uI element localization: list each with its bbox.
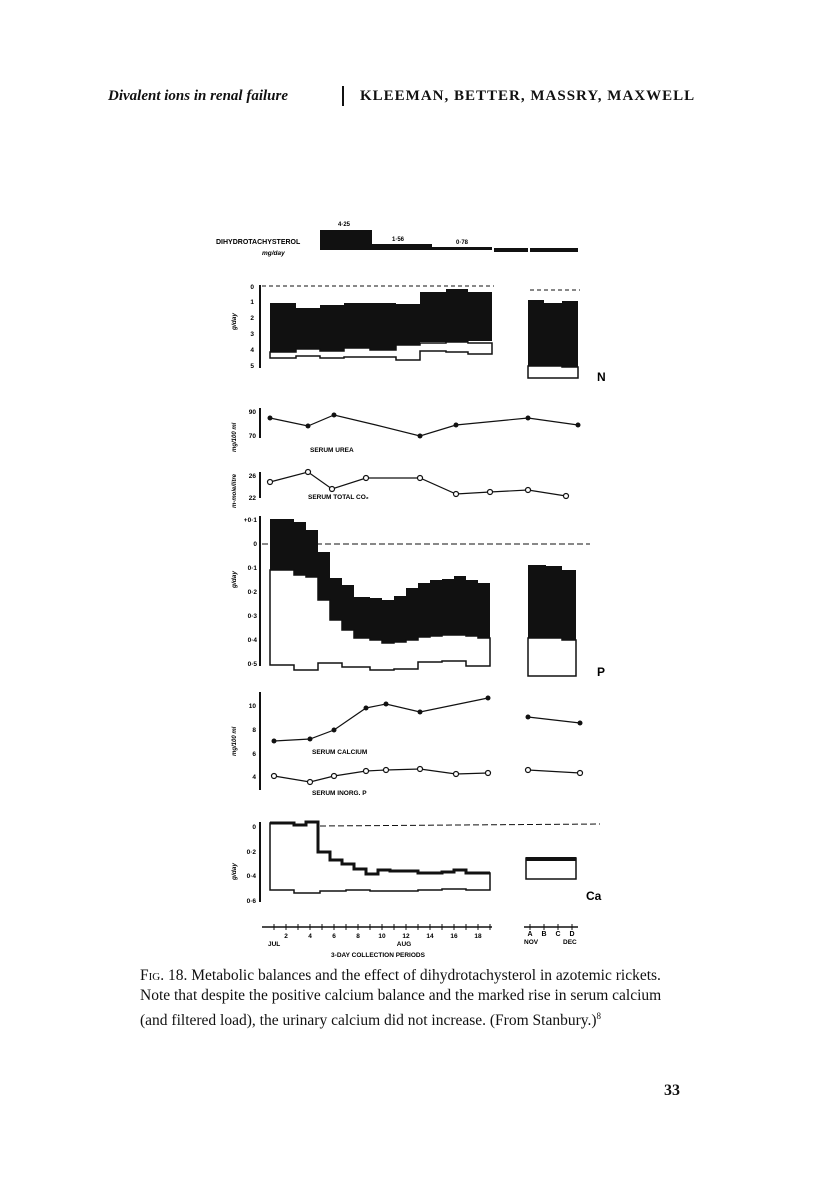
serum-inorg-p-label: SERUM INORG. P <box>312 790 367 797</box>
urea-tick-70: 70 <box>248 433 256 440</box>
n-late-white <box>528 366 578 378</box>
x-tick-8: 8 <box>356 933 360 940</box>
p-tick-02: 0·2 <box>247 589 257 596</box>
calcium-balance-panel <box>231 822 602 905</box>
serum-calcium-point <box>308 737 313 742</box>
dht-dose-label-2: 1·56 <box>392 237 405 243</box>
co2-point <box>564 494 569 499</box>
co2-point <box>330 487 335 492</box>
serum-inorg-p-point <box>454 772 459 777</box>
urea-point <box>526 416 531 421</box>
p-letter: P <box>597 665 606 679</box>
serum-calcium-point <box>486 696 491 701</box>
co2-tick-26: 26 <box>248 473 256 480</box>
n-tick-1: 1 <box>250 299 254 306</box>
n-late-black <box>528 300 578 367</box>
x-tick-c: C <box>555 931 561 938</box>
urea-point <box>576 423 581 428</box>
p-tick-04: 0·4 <box>247 637 257 644</box>
urea-tick-90: 90 <box>248 409 256 416</box>
ca-serum-tick-6: 6 <box>252 751 256 758</box>
co2-ylabel: m-mole/litre <box>232 473 238 508</box>
serum-calcium-phosphate-panel <box>232 692 583 797</box>
dht-dose-dash <box>494 248 528 252</box>
serum-calcium-line <box>274 698 488 741</box>
urea-point <box>454 423 459 428</box>
n-letter: N <box>597 370 606 384</box>
x-axis-label: 3-DAY COLLECTION PERIODS <box>331 952 425 959</box>
serum-inorg-p-point <box>526 768 531 773</box>
figure-caption <box>140 966 680 1031</box>
header-authors: KLEEMAN, BETTER, MASSRY, MAXWELL <box>360 88 696 104</box>
urea-label: SERUM UREA <box>310 447 354 454</box>
dht-unit: mg/day <box>262 250 285 257</box>
co2-point <box>526 488 531 493</box>
month-dec: DEC <box>563 939 577 946</box>
x-tick-4: 4 <box>308 933 312 940</box>
n-tick-4: 4 <box>250 347 254 354</box>
ca-serum-ylabel: mg/100 ml <box>232 726 238 756</box>
serum-calcium-point <box>384 702 389 707</box>
n-ylabel: g/day <box>231 313 238 330</box>
ca-tick-06: 0·6 <box>246 898 256 905</box>
caption-figure-number: Fig. 18. <box>140 967 188 984</box>
co2-label: SERUM TOTAL CO₂ <box>308 494 369 501</box>
x-tick-b: B <box>541 931 547 938</box>
p-tick-plus01: +0·1 <box>243 517 257 524</box>
ca-serum-tick-8: 8 <box>252 727 256 734</box>
month-aug: AUG <box>396 941 412 948</box>
ca-balance-outline <box>270 822 490 893</box>
dht-dose-late <box>530 248 578 252</box>
x-tick-16: 16 <box>450 933 458 940</box>
serum-inorg-p-point <box>418 767 423 772</box>
ca-ylabel: g/day <box>231 863 238 880</box>
x-tick-6: 6 <box>332 933 336 940</box>
dht-dose-label-1: 4·25 <box>338 222 351 228</box>
p-tick-01: 0·1 <box>247 565 257 572</box>
serum-calcium-point <box>332 728 337 733</box>
co2-point <box>306 470 311 475</box>
serum-inorg-p-late <box>528 770 580 773</box>
x-tick-a: A <box>527 931 533 938</box>
n-tick-0: 0 <box>250 284 254 291</box>
serum-inorg-p-point <box>308 780 313 785</box>
urea-ylabel: mg/100 ml <box>232 422 238 452</box>
serum-inorg-p-point <box>384 768 389 773</box>
co2-line <box>270 472 566 496</box>
p-tick-0: 0 <box>253 541 257 548</box>
serum-calcium-label: SERUM CALCIUM <box>312 749 368 756</box>
co2-point <box>488 490 493 495</box>
caption-reference: 8 <box>596 1011 602 1021</box>
serum-co2-panel <box>232 470 569 509</box>
serum-inorg-p-point <box>272 774 277 779</box>
x-tick-14: 14 <box>426 933 434 940</box>
serum-calcium-late <box>528 717 580 723</box>
ca-serum-tick-4: 4 <box>252 774 256 781</box>
serum-inorg-p-point <box>578 771 583 776</box>
serum-calcium-point <box>364 706 369 711</box>
month-nov: NOV <box>524 939 539 946</box>
x-tick-10: 10 <box>378 933 386 940</box>
serum-inorg-p-points <box>272 767 583 785</box>
p-ylabel: g/day <box>231 571 238 588</box>
x-axis <box>262 924 578 959</box>
dht-label: DIHYDROTACHYSTEROL <box>216 239 301 246</box>
serum-calcium-point <box>578 721 583 726</box>
serum-inorg-p-point <box>364 769 369 774</box>
serum-inorg-p-point <box>486 771 491 776</box>
ca-letter: Ca <box>586 889 602 903</box>
serum-inorg-p-point <box>332 774 337 779</box>
urea-point <box>268 416 273 421</box>
urea-point <box>418 434 423 439</box>
ca-late-box <box>526 858 576 879</box>
caption-text: Metabolic balances and the effect of dihydrotachysterol in azotemic rickets. Note that despite the positive calcium balance and the marked rise in serum calcium (and filtered load), the urinary calcium did not increase. (From Stanbury.) <box>140 967 662 1030</box>
ca-tick-0: 0 <box>252 824 256 831</box>
p-late-black <box>528 565 576 645</box>
urea-point <box>306 424 311 429</box>
n-tick-3: 3 <box>250 331 254 338</box>
dht-dose-high <box>320 230 372 250</box>
nitrogen-balance-panel <box>231 284 606 384</box>
urea-line <box>270 415 578 436</box>
ca-zero-line <box>320 824 600 826</box>
serum-calcium-point <box>418 710 423 715</box>
month-jul: JUL <box>268 941 281 948</box>
serum-calcium-point <box>272 739 277 744</box>
dht-dose-mid <box>372 244 432 250</box>
x-tick-12: 12 <box>402 933 410 940</box>
page-number: 33 <box>664 1082 680 1099</box>
ca-serum-tick-10: 10 <box>248 703 256 710</box>
phosphorus-balance-panel <box>231 516 605 679</box>
n-tick-2: 2 <box>250 315 254 322</box>
x-tick-d: D <box>569 931 575 938</box>
ca-tick-04: 0·4 <box>246 873 256 880</box>
p-tick-03: 0·3 <box>247 613 257 620</box>
serum-urea-panel <box>232 408 581 454</box>
co2-point <box>364 476 369 481</box>
co2-point <box>268 480 273 485</box>
co2-point <box>454 492 459 497</box>
p-tick-05: 0·5 <box>247 661 257 668</box>
x-tick-2: 2 <box>284 933 288 940</box>
dht-dose-low <box>432 247 492 250</box>
ca-tick-02: 0·2 <box>246 849 256 856</box>
dht-dose-label-3: 0·78 <box>456 240 469 246</box>
header-title: Divalent ions in renal failure <box>108 88 289 104</box>
x-tick-18: 18 <box>474 933 482 940</box>
p-late-white <box>528 638 576 676</box>
serum-calcium-point <box>526 715 531 720</box>
urea-point <box>332 413 337 418</box>
co2-point <box>418 476 423 481</box>
co2-tick-22: 22 <box>248 495 256 502</box>
n-tick-5: 5 <box>250 363 254 370</box>
